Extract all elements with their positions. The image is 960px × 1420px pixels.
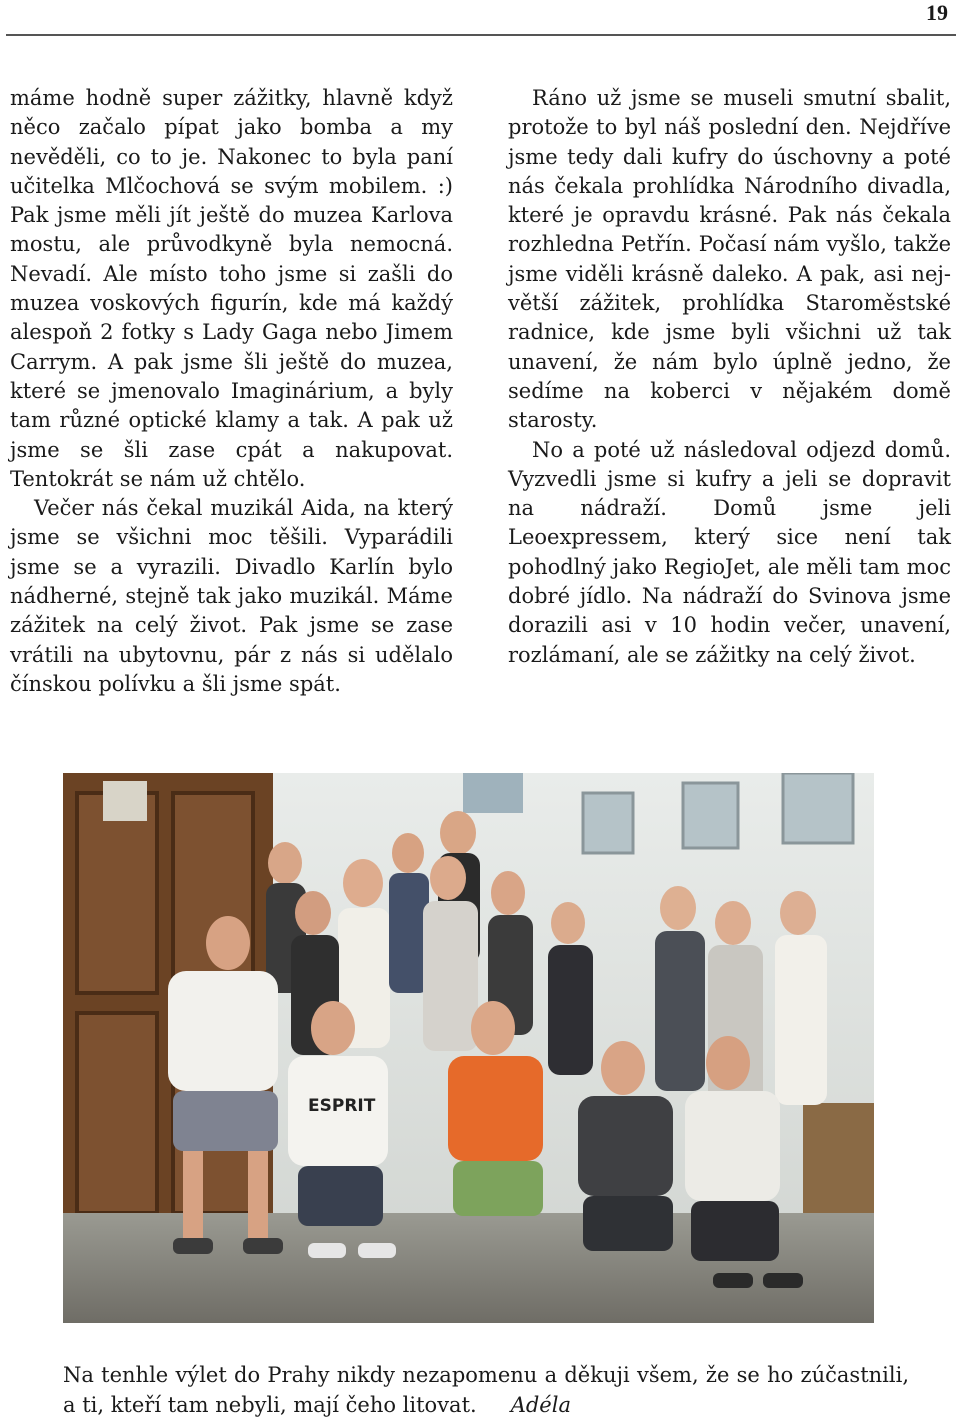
header-rule [6,34,956,36]
group-photo [63,773,874,1323]
right-paragraph-2: No a poté už následoval odjezd domů. Vyzvedli jsme si kufry a jeli se dopravit na nádraží. Domů jsme jeli Leoexpressem, který sice není tak pohodlný jako RegioJet, ale měli tam moc dobré jídlo. Na nádraží do Svinova jsme dorazili asi v 10 hodin večer, unavení, rozlámaní, ale se zážitky na celý život. [508,437,951,667]
shirt-text: ESPRIT [308,1096,376,1116]
group-photo-illustration [63,773,874,1323]
photo-caption [63,1360,909,1420]
left-paragraph-1: máme hodně super zážitky, hlavně když něco začalo pípat jako bomba a my nevěděli, co to je. Nakonec to byla paní učitelka Mlčochová se svým mobilem. :) Pak jsme měli jít ještě do muzea Karlova mostu, ale průvodkyně byla nemocná. Nevadí. Ale místo toho jsme si zašli do muzea voskových figurín, kde má každý alespoň 2 fotky s Lady Gaga nebo Jimem Carrym. A pak jsme šli ještě do muzea, které se jmenovalo Imaginárium, a byly tam různé optické klamy a tak. A pak už jsme se šli zase cpát a nakupovat. Tentokrát se nám už chtělo. [10,86,453,491]
page-number: 19 [926,0,948,25]
caption-author: Adéla [510,1393,571,1417]
left-paragraph-2: Večer nás čekal muzikál Aida, na který jsme se všichni moc těšili. Vyparádili jsme se a vyrazili. Divadlo Karlín bylo nádherné, stejně tak jako muzikál. Máme zážitek na celý život. Pak jsme se zase vrátili na ubytovnu, pár z nás si udělalo čínskou polívku a šli jsme spát. [10,496,453,696]
right-paragraph-1: Ráno už jsme se museli smutní sbalit, protože to byl náš poslední den. Nejdříve jsme tedy dali kufry do úschovny a poté nás čekala prohlídka Národního divadla, které je opravdu krásné. Pak nás čekala rozhledna Petřín. Počasí nám vyšlo, takže jsme viděli krásně daleko. A pak, asi největší zážitek, prohlídka Staroměstské radnice, kde jsme byli všichni už tak unavení, že nám bylo úplně jedno, že sedíme na koberci v nějakém domě starosty. [508,86,951,433]
left-column [10,84,453,699]
right-column [508,84,951,670]
caption-text: Na tenhle výlet do Prahy nikdy nezapomenu a děkuji všem, že se ho zúčastnili, a ti, kteří tam nebyli, mají čeho litovat. [63,1363,909,1417]
